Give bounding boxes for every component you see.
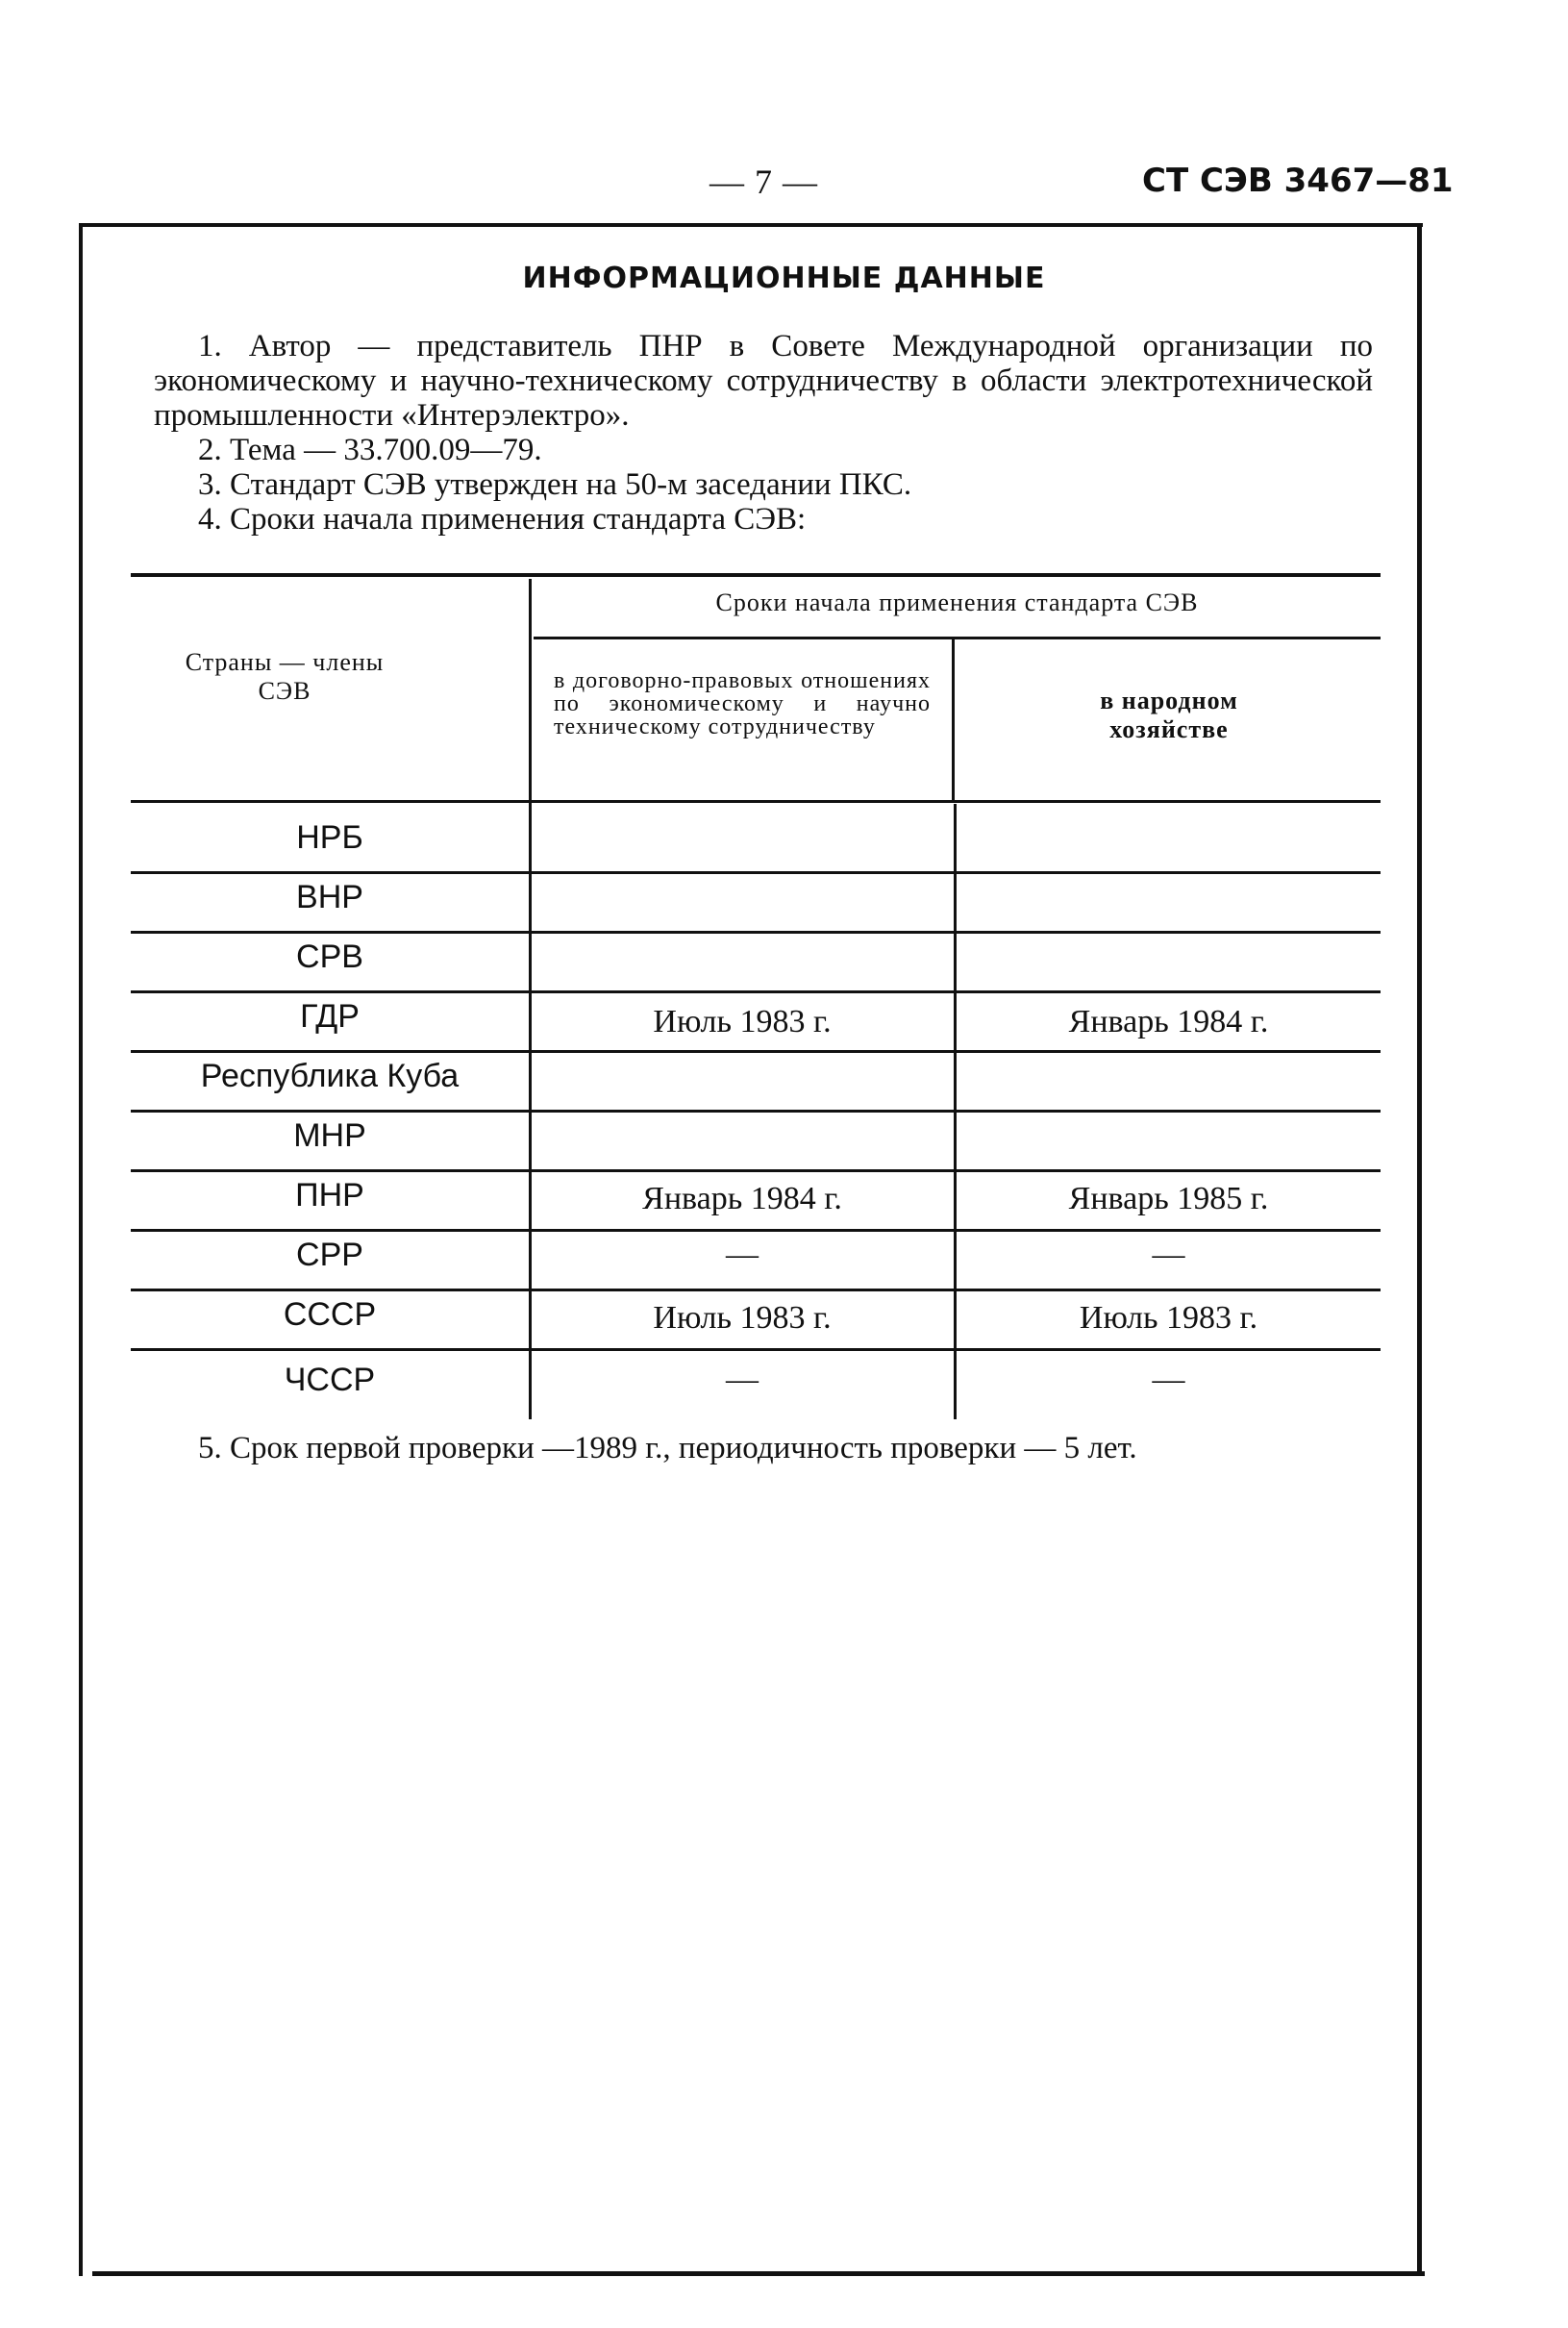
- country-cell: СРВ: [296, 939, 363, 975]
- country-cell: ЧССР: [284, 1362, 376, 1398]
- row-rule: [131, 871, 1381, 874]
- row-rule: [131, 990, 1381, 993]
- country-cell: СССР: [283, 1296, 377, 1333]
- contract-date-cell: Июль 1983 г.: [653, 1004, 832, 1039]
- national-date-cell: Июль 1983 г.: [1079, 1300, 1258, 1336]
- frame-top-border: [79, 223, 1423, 227]
- frame-left-border: [79, 223, 83, 2276]
- row-rule: [131, 1050, 1381, 1053]
- frame-right-border: [1417, 223, 1422, 2276]
- item-terms: 4. Сроки начала применения стандарта СЭВ:: [198, 502, 807, 537]
- national-date-cell: —: [1152, 1362, 1185, 1397]
- table-vrule-2: [952, 638, 955, 800]
- item-review: 5. Срок первой проверки —1989 г., периодичность проверки — 5 лет.: [198, 1431, 1137, 1465]
- item-approval: 3. Стандарт СЭВ утвержден на 50-м заседании ПКС.: [198, 467, 912, 502]
- header-group: Сроки начала применения стандарта СЭВ: [715, 588, 1199, 616]
- table-subheader-rule: [534, 637, 1381, 639]
- row-rule: [131, 1229, 1381, 1232]
- section-title: ИНФОРМАЦИОННЫЕ ДАННЫЕ: [522, 262, 1046, 295]
- row-rule: [131, 931, 1381, 934]
- table-header-bottom-rule: [131, 800, 1381, 803]
- row-rule: [131, 1169, 1381, 1172]
- country-cell: МНР: [293, 1117, 366, 1154]
- country-cell: СРР: [296, 1237, 363, 1273]
- item-topic: 2. Тема — 33.700.09—79.: [198, 433, 542, 467]
- page-number: — 7 —: [709, 163, 818, 201]
- document-code: СТ СЭВ 3467—81: [1142, 162, 1454, 200]
- row-rule: [131, 1110, 1381, 1113]
- country-cell: ГДР: [300, 998, 360, 1035]
- country-cell: ПНР: [295, 1177, 364, 1214]
- header-contract: в договорно-правовых отношениях по экономическому и научно техническому сотрудничеству: [554, 668, 931, 739]
- contract-date-cell: Январь 1984 г.: [642, 1181, 842, 1216]
- table-vrule-1: [529, 579, 532, 1419]
- terms-table: [131, 573, 1381, 1419]
- contract-date-cell: —: [726, 1237, 759, 1272]
- header-national: в народном хозяйстве: [1100, 687, 1238, 743]
- row-rule: [131, 1348, 1381, 1351]
- contract-date-cell: Июль 1983 г.: [653, 1300, 832, 1336]
- country-cell: ВНР: [296, 879, 363, 915]
- header-countries: Страны — члены СЭВ: [185, 648, 385, 705]
- national-date-cell: Январь 1985 г.: [1068, 1181, 1269, 1216]
- country-cell: НРБ: [296, 819, 363, 856]
- frame-bottom-border: [92, 2271, 1425, 2276]
- item-author: 1. Автор — представитель ПНР в Совете Международной организации по экономическому и научно-техническому сотрудничеству в области электротехнической промышленности «Интерэлектро».: [154, 329, 1373, 433]
- national-date-cell: —: [1152, 1237, 1185, 1272]
- row-rule: [131, 1289, 1381, 1291]
- contract-date-cell: —: [726, 1362, 759, 1397]
- country-cell: Республика Куба: [200, 1058, 460, 1094]
- national-date-cell: Январь 1984 г.: [1068, 1004, 1269, 1039]
- table-top-rule: [131, 573, 1381, 577]
